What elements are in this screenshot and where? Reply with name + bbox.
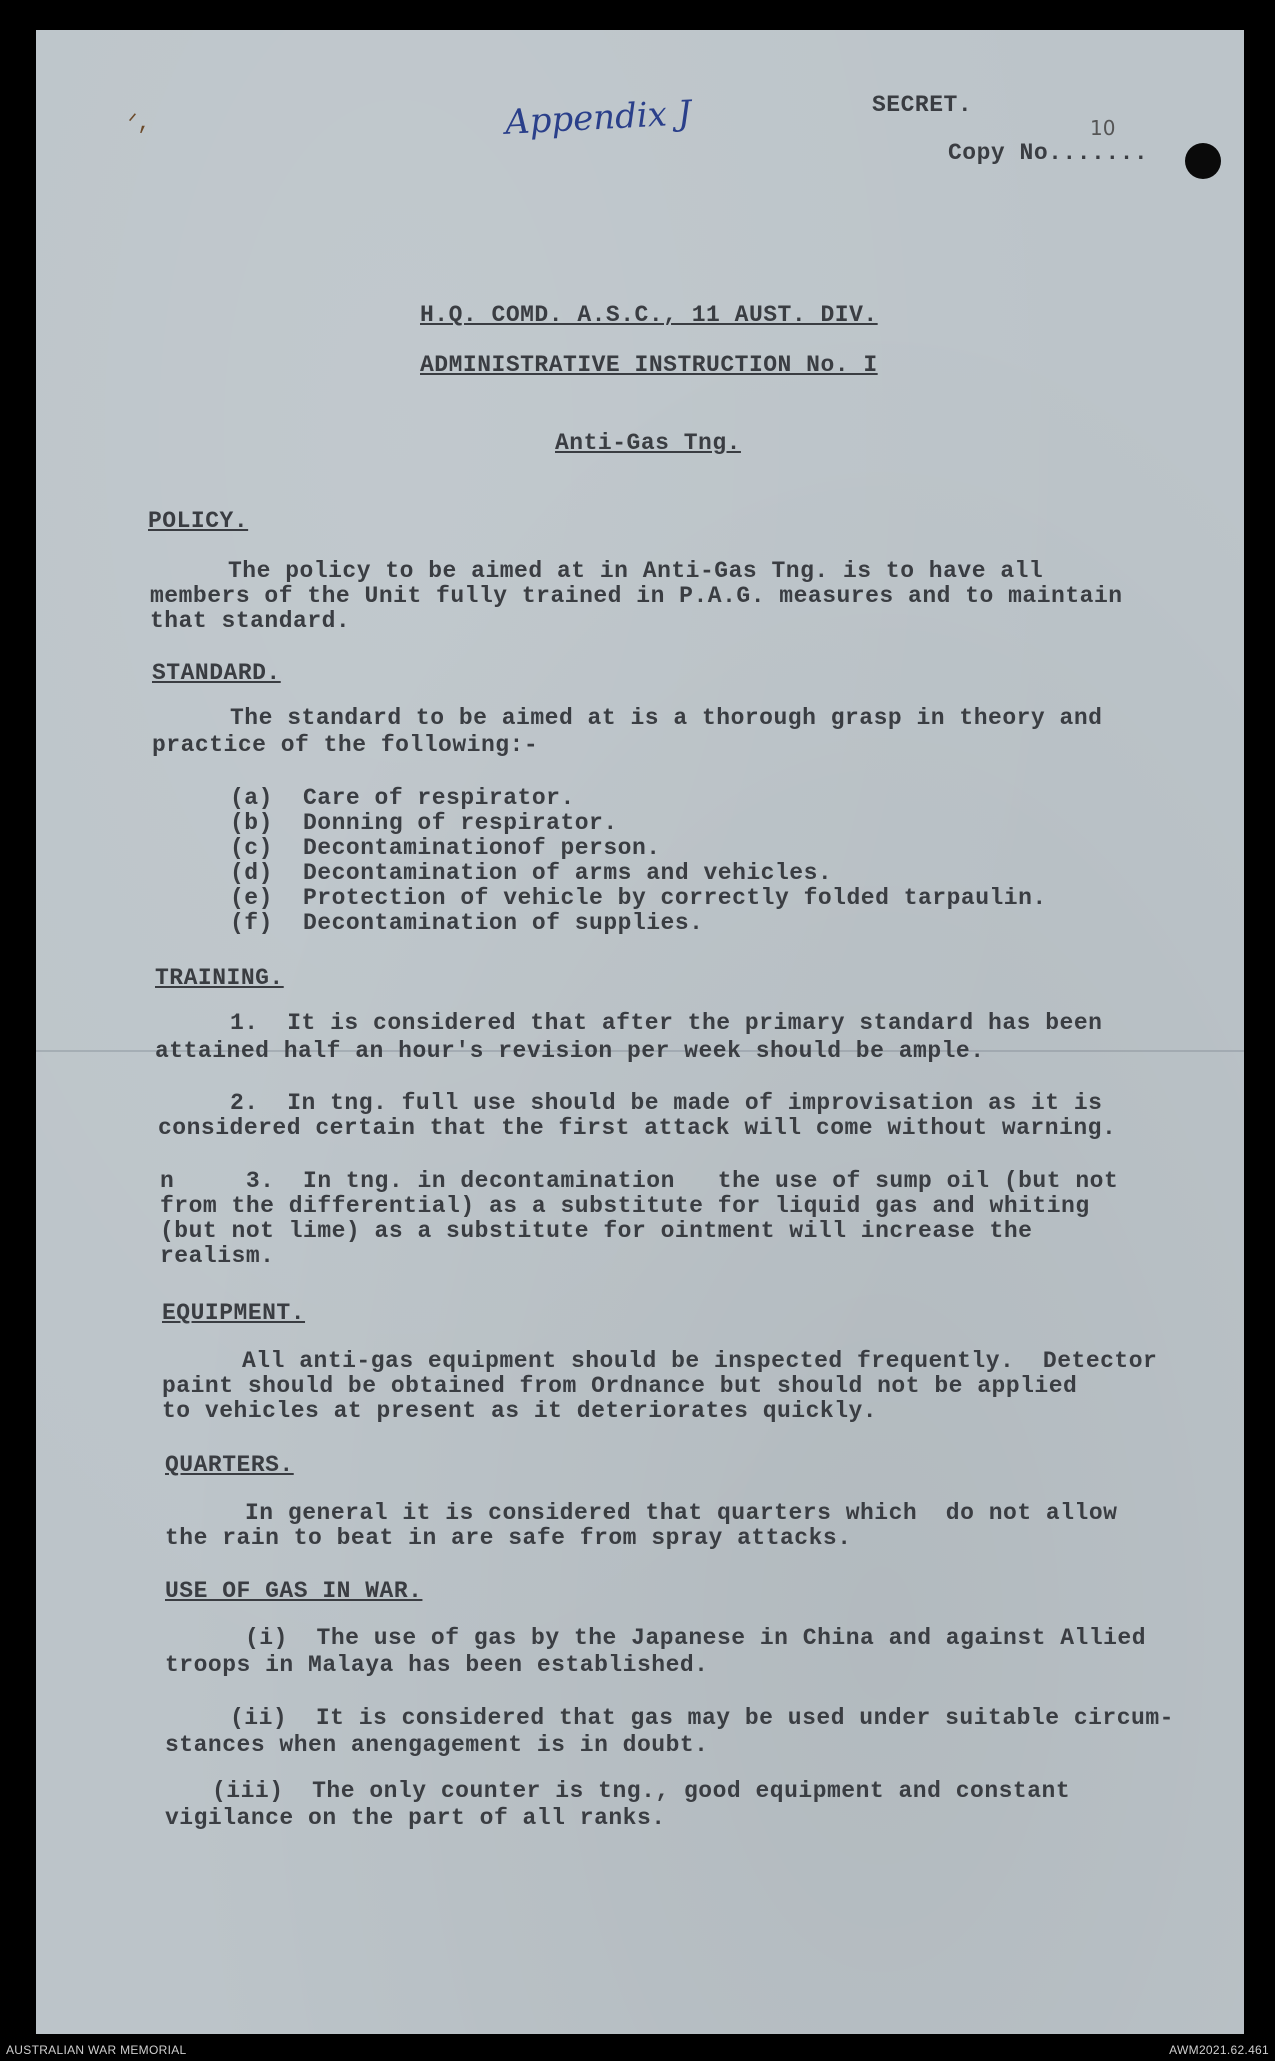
standard-item-letter: (b) bbox=[230, 810, 273, 836]
punch-hole bbox=[1185, 143, 1221, 179]
handwritten-annotation: Appendix J bbox=[504, 93, 693, 143]
training-heading: TRAINING. bbox=[155, 965, 284, 991]
policy-line: The policy to be aimed at in Anti-Gas Tng. is to have all bbox=[228, 558, 1044, 584]
copy-number-label: Copy No....... bbox=[948, 140, 1149, 166]
standard-item-letter: (f) bbox=[230, 910, 273, 936]
standard-item-letter: (a) bbox=[230, 785, 273, 811]
training-line: from the differential) as a substitute for liquid gas and whiting bbox=[160, 1193, 1090, 1219]
document-unit-title: H.Q. COMD. A.S.C., 11 AUST. DIV. bbox=[420, 302, 878, 328]
footer-accession-number: AWM2021.62.461 bbox=[1169, 2043, 1269, 2057]
paper-mark: ᐟ, bbox=[128, 111, 151, 136]
standard-item-text: Decontaminationof person. bbox=[303, 835, 661, 861]
classification-label: SECRET. bbox=[872, 92, 973, 118]
equipment-line: paint should be obtained from Ordnance but should not be applied bbox=[162, 1373, 1078, 1399]
use-of-gas-line: stances when anengagement is in doubt. bbox=[165, 1732, 709, 1758]
standard-item-text: Care of respirator. bbox=[303, 785, 575, 811]
use-of-gas-line: troops in Malaya has been established. bbox=[165, 1652, 709, 1678]
quarters-line: In general it is considered that quarters which do not allow bbox=[245, 1500, 1118, 1526]
standard-item-text: Protection of vehicle by correctly folded tarpaulin. bbox=[303, 885, 1047, 911]
training-line: 1. It is considered that after the primary standard has been bbox=[230, 1010, 1103, 1036]
training-line: considered certain that the first attack will come without warning. bbox=[158, 1115, 1117, 1141]
policy-line: that standard. bbox=[150, 608, 351, 634]
standard-item-text: Decontamination of arms and vehicles. bbox=[303, 860, 833, 886]
copy-number-handwritten: 10 bbox=[1090, 116, 1116, 140]
training-line: realism. bbox=[160, 1243, 275, 1269]
standard-item-text: Decontamination of supplies. bbox=[303, 910, 704, 936]
standard-heading: STANDARD. bbox=[152, 660, 281, 686]
standard-item-letter: (c) bbox=[230, 835, 273, 861]
use-of-gas-line: (ii) It is considered that gas may be used under suitable circum- bbox=[230, 1705, 1174, 1731]
footer-source: AUSTRALIAN WAR MEMORIAL bbox=[6, 2043, 187, 2057]
standard-item-letter: (d) bbox=[230, 860, 273, 886]
quarters-line: the rain to beat in are safe from spray attacks. bbox=[165, 1525, 852, 1551]
equipment-line: to vehicles at present as it deteriorates quickly. bbox=[162, 1398, 878, 1424]
equipment-heading: EQUIPMENT. bbox=[162, 1300, 306, 1326]
policy-heading: POLICY. bbox=[148, 508, 249, 534]
use-of-gas-line: (iii) The only counter is tng., good equipment and constant bbox=[212, 1778, 1071, 1804]
standard-item-letter: (e) bbox=[230, 885, 273, 911]
training-line: n 3. In tng. in decontamination the use of sump oil (but not bbox=[160, 1168, 1119, 1194]
training-line: (but not lime) as a substitute for ointment will increase the bbox=[160, 1218, 1033, 1244]
document-subject: Anti-Gas Tng. bbox=[555, 430, 741, 456]
use-of-gas-heading: USE OF GAS IN WAR. bbox=[165, 1578, 423, 1604]
equipment-line: All anti-gas equipment should be inspected frequently. Detector bbox=[242, 1348, 1158, 1374]
training-line: 2. In tng. full use should be made of improvisation as it is bbox=[230, 1090, 1103, 1116]
use-of-gas-line: vigilance on the part of all ranks. bbox=[165, 1805, 666, 1831]
standard-item-text: Donning of respirator. bbox=[303, 810, 618, 836]
policy-line: members of the Unit fully trained in P.A.G. measures and to maintain bbox=[150, 583, 1123, 609]
standard-line: practice of the following:- bbox=[152, 732, 539, 758]
quarters-heading: QUARTERS. bbox=[165, 1452, 294, 1478]
document-instruction-title: ADMINISTRATIVE INSTRUCTION No. I bbox=[420, 352, 878, 378]
training-line: attained half an hour's revision per week should be ample. bbox=[155, 1038, 985, 1064]
standard-line: The standard to be aimed at is a thorough grasp in theory and bbox=[230, 705, 1103, 731]
use-of-gas-line: (i) The use of gas by the Japanese in China and against Allied bbox=[245, 1625, 1147, 1651]
